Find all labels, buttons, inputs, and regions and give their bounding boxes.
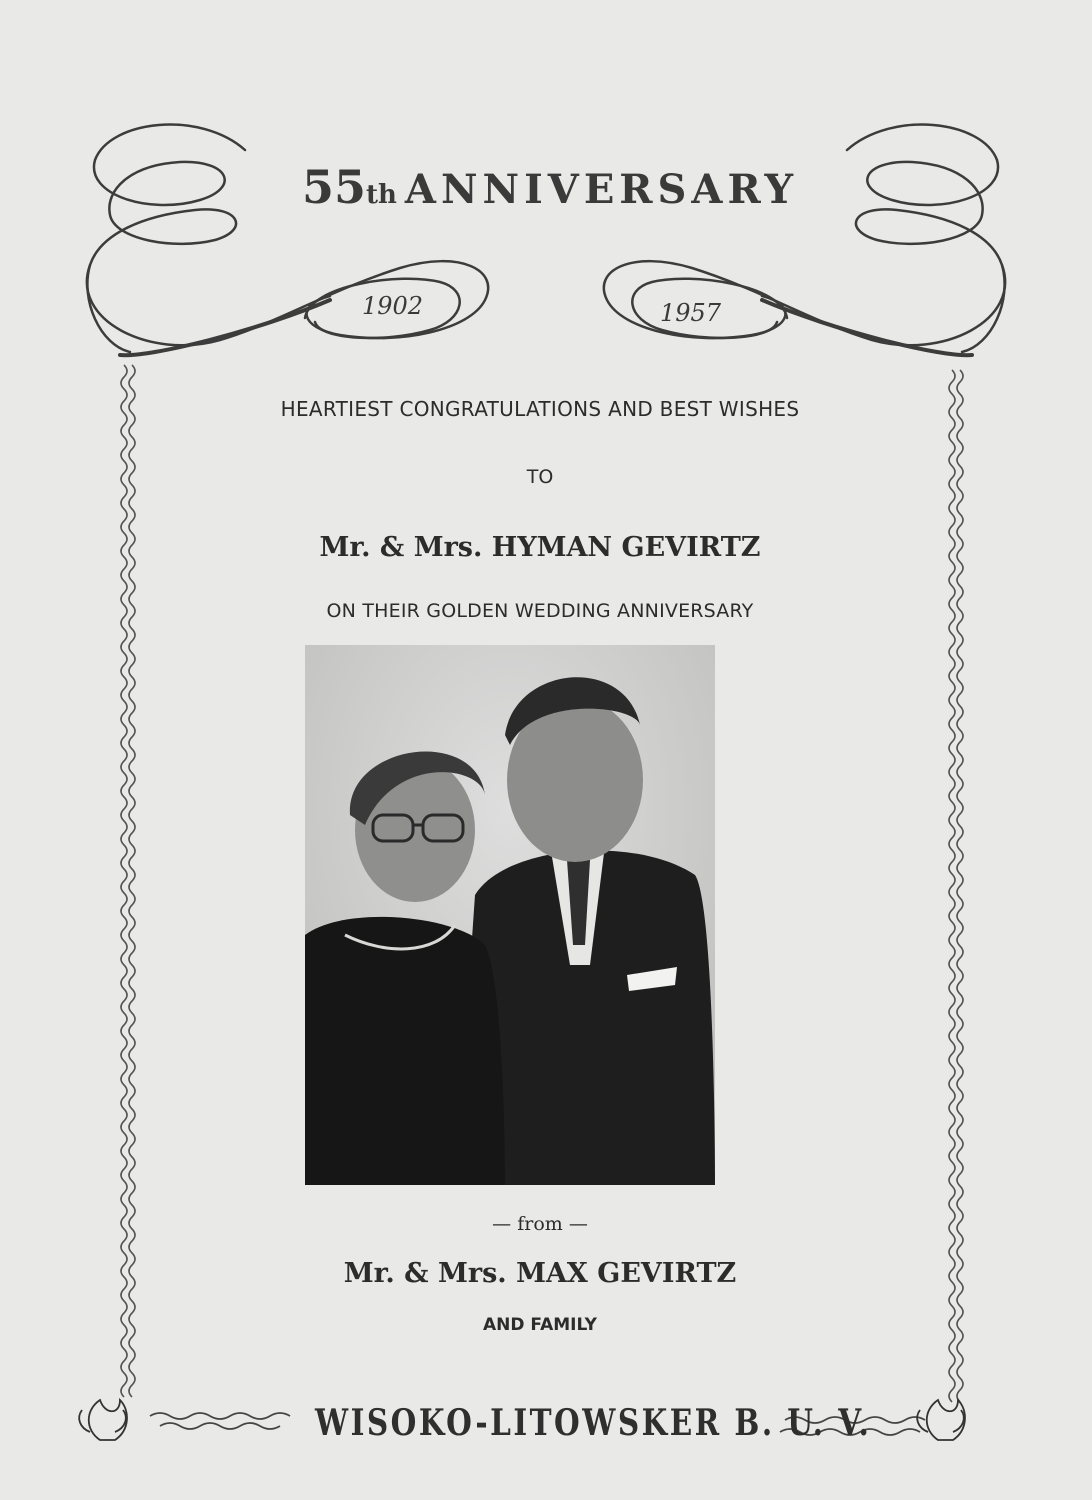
leaf-ornament-left bbox=[79, 1400, 127, 1440]
honoree-name: Mr. & Mrs. HYMAN GEVIRTZ bbox=[319, 532, 761, 563]
sender-name: Mr. & Mrs. MAX GEVIRTZ bbox=[343, 1258, 737, 1289]
anniversary-number: 55 bbox=[301, 160, 366, 214]
organization-name: WISOKO-LITOWSKER B. U. V. bbox=[315, 1402, 872, 1444]
right-wave-border-inner bbox=[957, 370, 963, 1402]
anniversary-word: ANNIVERSARY bbox=[404, 166, 799, 213]
couple-photo bbox=[305, 645, 715, 1185]
family-text: AND FAMILY bbox=[483, 1315, 597, 1335]
right-wave-border-outer bbox=[949, 370, 955, 1402]
year-end: 1957 bbox=[660, 299, 722, 327]
from-text: — from — bbox=[492, 1213, 588, 1235]
greeting-text: HEARTIEST CONGRATULATIONS AND BEST WISHES bbox=[280, 397, 800, 421]
year-start: 1902 bbox=[362, 292, 424, 320]
left-wave-border-inner bbox=[129, 365, 135, 1397]
anniversary-suffix: th bbox=[365, 180, 397, 210]
to-text: TO bbox=[526, 466, 554, 488]
anniversary-title bbox=[270, 160, 830, 214]
footer-wave-left bbox=[150, 1413, 290, 1419]
left-wave-border-outer bbox=[121, 365, 127, 1397]
occasion-text: ON THEIR GOLDEN WEDDING ANNIVERSARY bbox=[326, 600, 754, 622]
left-flourish bbox=[87, 125, 488, 346]
